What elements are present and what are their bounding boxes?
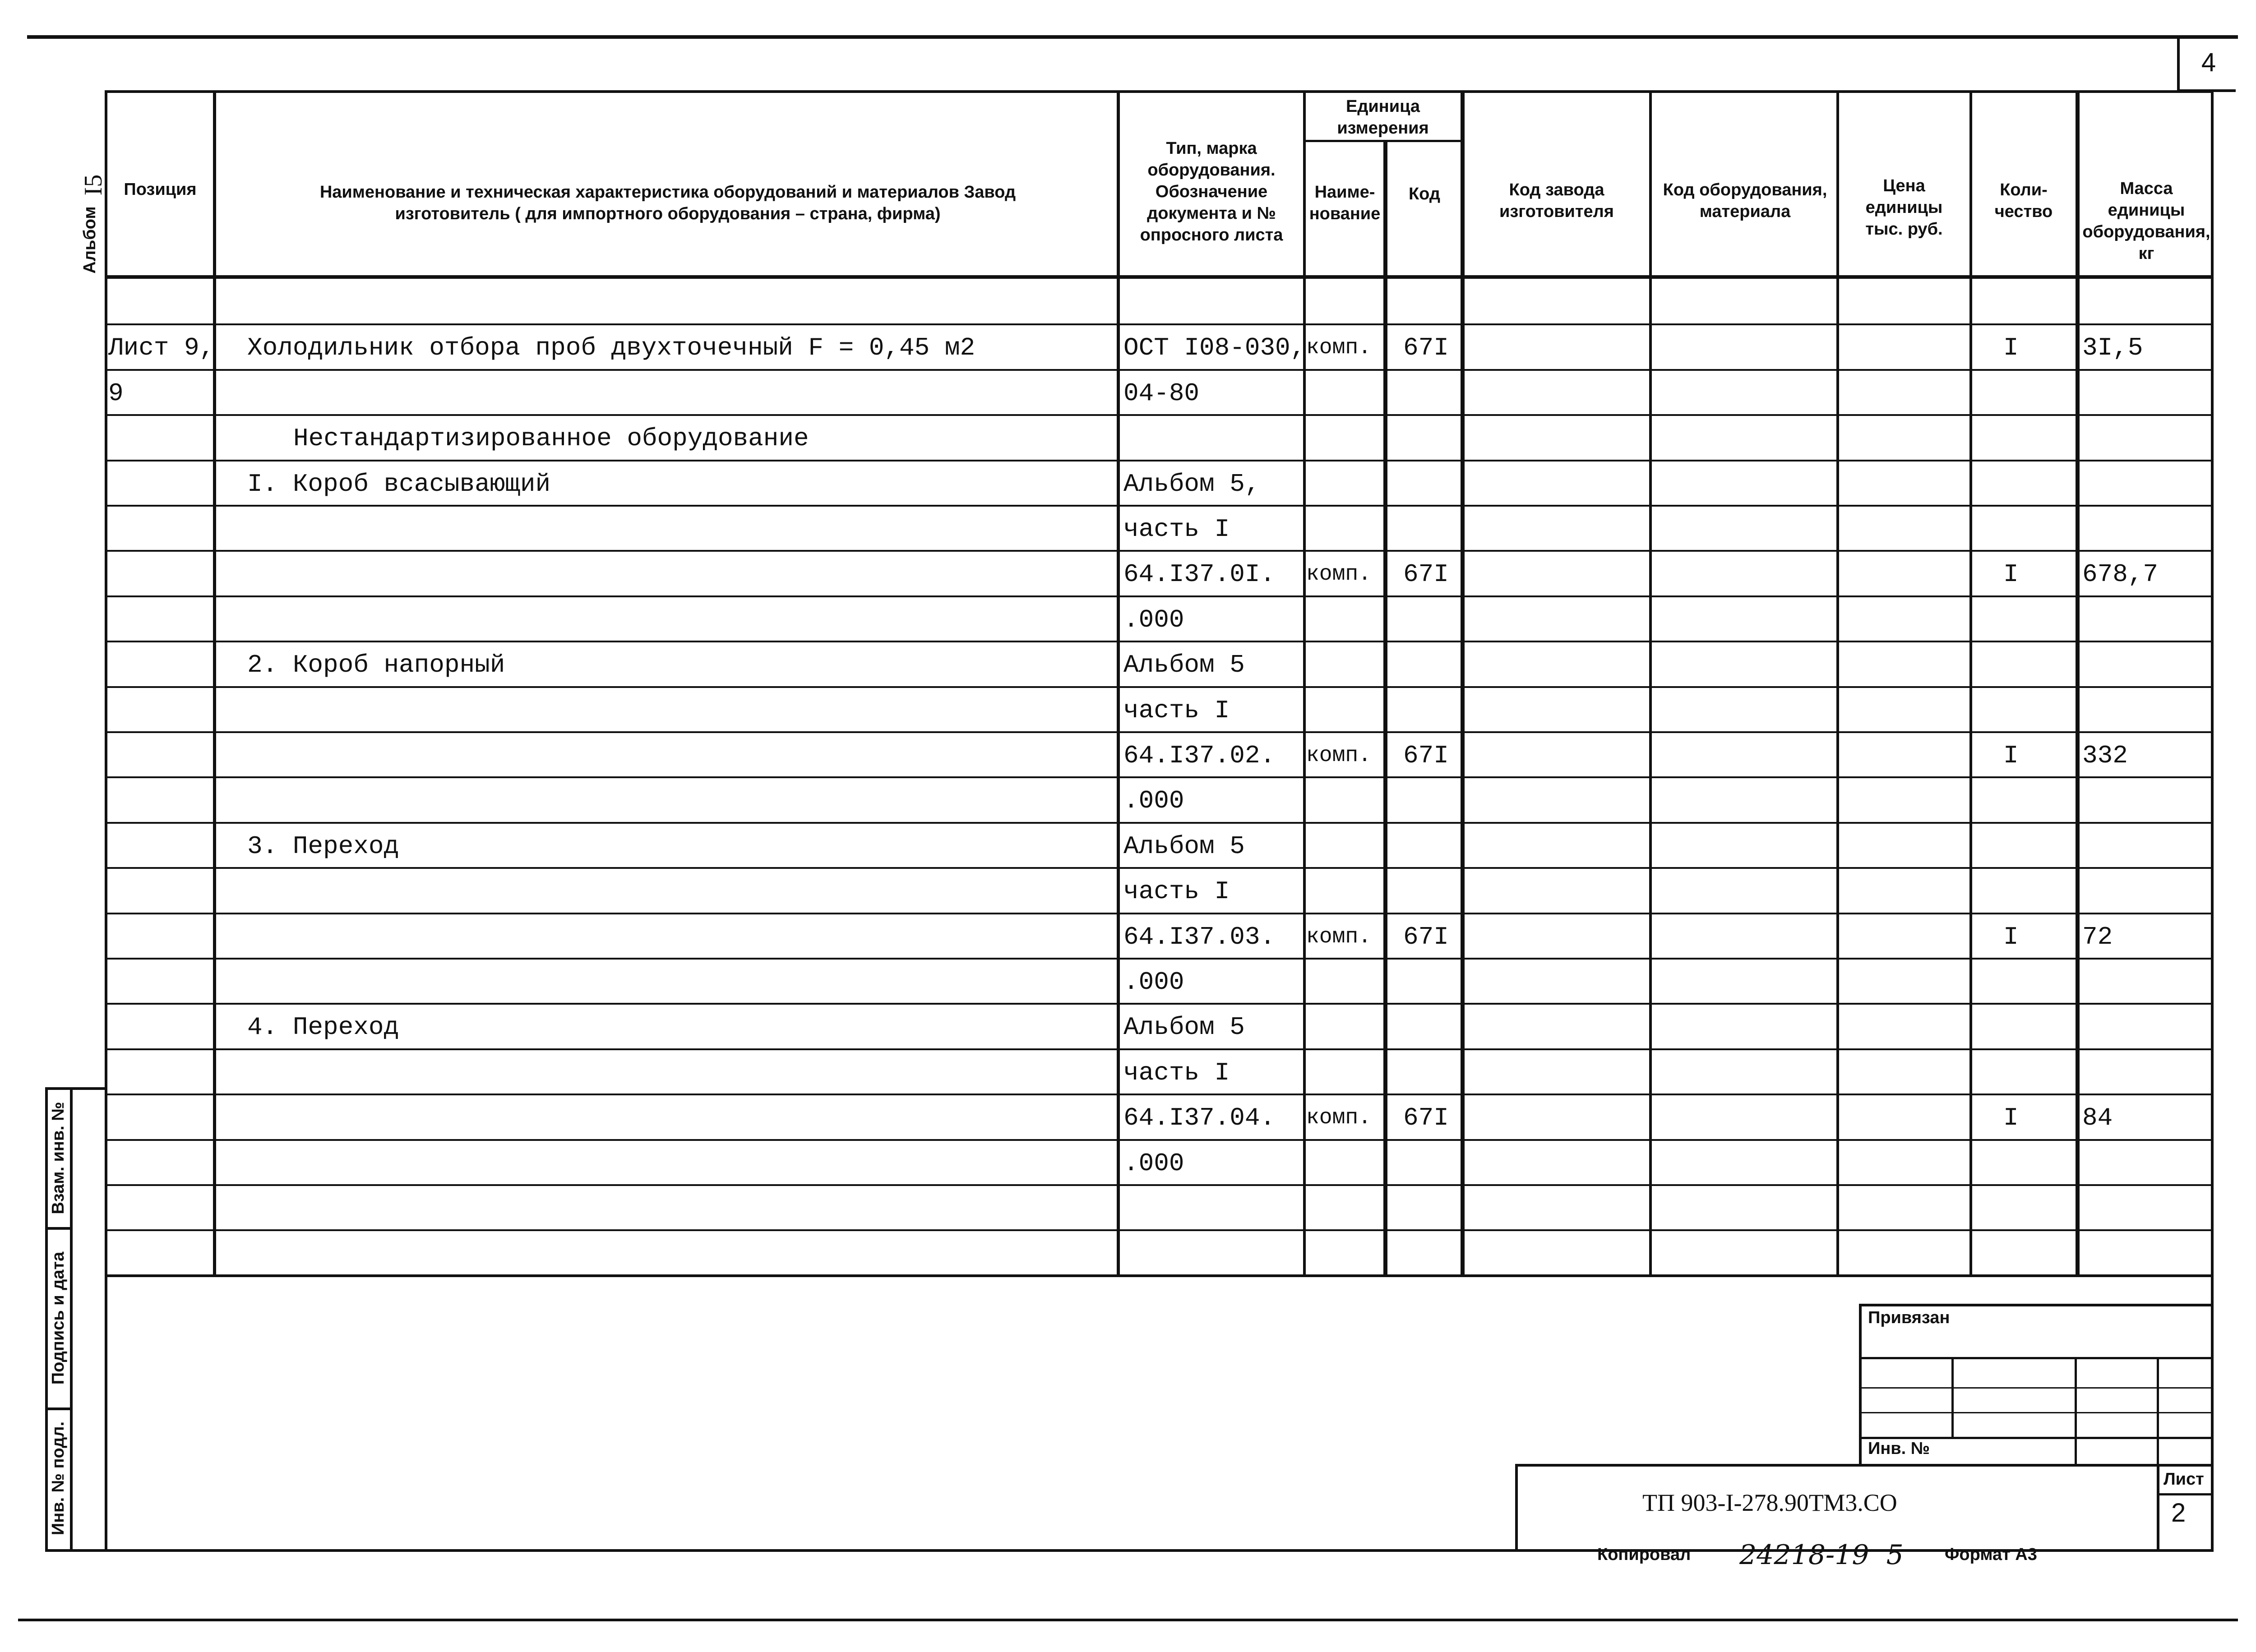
row-unit-name: комп. xyxy=(1306,562,1372,586)
privyazan-line-3 xyxy=(1859,1412,2214,1413)
row-divider xyxy=(107,913,2211,914)
row-quantity: I xyxy=(2003,1103,2019,1132)
row-type: 64.I37.04. xyxy=(1123,1103,1276,1132)
row-type: Альбом 5, xyxy=(1123,470,1260,498)
row-divider xyxy=(107,641,2211,642)
row-quantity: I xyxy=(2003,741,2019,770)
row-position: 9 xyxy=(108,379,124,408)
row-divider xyxy=(107,867,2211,869)
row-unit-code: 67I xyxy=(1403,560,1449,589)
row-quantity: I xyxy=(2003,333,2019,362)
row-type: Альбом 5 xyxy=(1123,651,1245,679)
col-line-1 xyxy=(213,90,216,1276)
row-divider xyxy=(107,1003,2211,1005)
side-stamp-div-1 xyxy=(45,1227,72,1230)
table-body-bottom-line xyxy=(105,1274,2214,1277)
sheet-corner-number: 4 xyxy=(2201,48,2216,77)
unit-subheader-line xyxy=(1303,140,1463,142)
row-mass: 84 xyxy=(2082,1103,2113,1132)
header-unit-name: Наиме-нование xyxy=(1309,183,1381,223)
row-divider xyxy=(107,595,2211,597)
album-number: I5 xyxy=(79,174,107,196)
row-unit-code: 67I xyxy=(1403,1103,1449,1132)
row-mass: 678,7 xyxy=(2082,560,2159,589)
row-quantity: I xyxy=(2003,923,2019,951)
header-factory-code: Код завода изготовителя xyxy=(1499,180,1614,221)
row-unit-code: 67I xyxy=(1403,741,1449,770)
header-name: Наименование и техническая характеристика оборудований и материалов Завод изготовитель ( для импортного оборудования – страна, фирма) xyxy=(319,183,1016,223)
row-mass: 72 xyxy=(2082,923,2113,951)
row-quantity: I xyxy=(2003,560,2019,589)
row-name: 4. Переход xyxy=(247,1013,399,1042)
top-border-line xyxy=(27,35,2238,39)
col-line-4 xyxy=(1383,140,1387,1276)
col-line-2 xyxy=(1117,90,1120,1276)
header-mass: Масса единицы оборудования, кг xyxy=(2082,179,2210,263)
row-divider xyxy=(107,1229,2211,1231)
row-type: 64.I37.02. xyxy=(1123,741,1276,770)
row-divider xyxy=(107,1094,2211,1095)
privyazan-vline-3 xyxy=(2157,1357,2159,1465)
row-divider xyxy=(107,822,2211,824)
side-stamp-vzam: Взам. инв. № xyxy=(49,1102,68,1214)
header-position: Позиция xyxy=(124,180,197,199)
row-name: 3. Переход xyxy=(247,832,399,861)
privyazan-line-1 xyxy=(1859,1357,2214,1359)
row-divider xyxy=(107,1184,2211,1186)
footer-format: Формат А3 xyxy=(1945,1545,2037,1564)
list-label-line xyxy=(2157,1493,2214,1495)
col-line-9 xyxy=(2076,90,2080,1276)
row-divider xyxy=(107,731,2211,733)
header-bottom-line xyxy=(105,275,2214,279)
row-divider xyxy=(107,505,2211,507)
row-divider xyxy=(107,369,2211,371)
header-type: Тип, марка оборудования. Обозначение документа и № опросного листа xyxy=(1140,139,1283,245)
row-mass: 332 xyxy=(2082,741,2128,770)
col-line-7 xyxy=(1836,90,1839,1276)
row-type: 64.I37.03. xyxy=(1123,923,1276,951)
row-type: .000 xyxy=(1123,605,1184,634)
row-unit-name: комп. xyxy=(1306,1106,1372,1130)
row-type: .000 xyxy=(1123,1149,1184,1178)
row-divider xyxy=(107,323,2211,325)
row-type: 64.I37.0I. xyxy=(1123,560,1276,589)
privyazan-line-2 xyxy=(1859,1387,2214,1389)
row-unit-code: 67I xyxy=(1403,333,1449,362)
col-line-5 xyxy=(1461,90,1465,1276)
col-line-3 xyxy=(1303,90,1306,1276)
row-name: 2. Короб напорный xyxy=(247,651,505,679)
row-name: Холодильник отбора проб двухточечный F = 0,45 м2 xyxy=(247,333,975,362)
row-type: часть I xyxy=(1123,696,1230,725)
row-type: часть I xyxy=(1123,877,1230,906)
bottom-edge-line xyxy=(18,1619,2238,1621)
privyazan-vline-1 xyxy=(1951,1357,1954,1438)
inv-no-label: Инв. № xyxy=(1868,1439,1930,1458)
row-divider xyxy=(107,686,2211,688)
row-type: .000 xyxy=(1123,786,1184,815)
row-unit-code: 67I xyxy=(1403,923,1449,951)
footer-copied: Копировал xyxy=(1597,1545,1691,1564)
row-unit-name: комп. xyxy=(1306,336,1372,360)
header-equipment-code: Код оборудования, материала xyxy=(1663,180,1827,221)
row-mass: 3I,5 xyxy=(2082,333,2143,362)
side-stamp-inv-podl: Инв. № подл. xyxy=(49,1421,68,1536)
row-divider xyxy=(107,958,2211,960)
header-unit-code: Код xyxy=(1408,185,1441,203)
side-stamp-inner-line xyxy=(70,1087,73,1552)
row-type: Альбом 5 xyxy=(1123,832,1245,861)
designation-vline xyxy=(2157,1464,2159,1552)
list-label: Лист xyxy=(2164,1470,2204,1489)
row-type: часть I xyxy=(1123,515,1230,544)
row-divider xyxy=(107,1048,2211,1050)
row-name: I. Короб всасывающий xyxy=(247,470,551,498)
album-label: Альбом xyxy=(80,206,99,274)
row-divider xyxy=(107,460,2211,461)
row-type: .000 xyxy=(1123,968,1184,997)
header-unit-group: Единица измерения xyxy=(1337,97,1429,138)
header-quantity: Коли-чество xyxy=(1994,180,2053,221)
side-stamp-podpis: Подпись и дата xyxy=(49,1251,68,1385)
privyazan-label: Привязан xyxy=(1868,1308,1950,1327)
row-name: Нестандартизированное оборудование xyxy=(293,424,809,453)
row-position: Лист 9, xyxy=(108,333,215,362)
list-number: 2 xyxy=(2171,1498,2186,1527)
row-type: ОСТ I08-030, xyxy=(1123,333,1306,362)
row-type: часть I xyxy=(1123,1058,1230,1087)
row-type: 04-80 xyxy=(1123,379,1200,408)
row-type: Альбом 5 xyxy=(1123,1013,1245,1042)
header-price: Цена единицы тыс. руб. xyxy=(1865,176,1943,239)
col-line-8 xyxy=(1969,90,1972,1276)
privyazan-vline-2 xyxy=(2075,1357,2077,1465)
row-unit-name: комп. xyxy=(1306,743,1372,768)
row-unit-name: комп. xyxy=(1306,925,1372,949)
designation-text: ТП 903-I-278.90ТМ3.СО xyxy=(1642,1489,1897,1516)
row-divider xyxy=(107,776,2211,778)
col-line-6 xyxy=(1649,90,1652,1276)
row-divider xyxy=(107,550,2211,552)
row-divider xyxy=(107,414,2211,416)
footer-handwritten: 24218-19 5 xyxy=(1739,1539,1904,1571)
row-divider xyxy=(107,1139,2211,1141)
